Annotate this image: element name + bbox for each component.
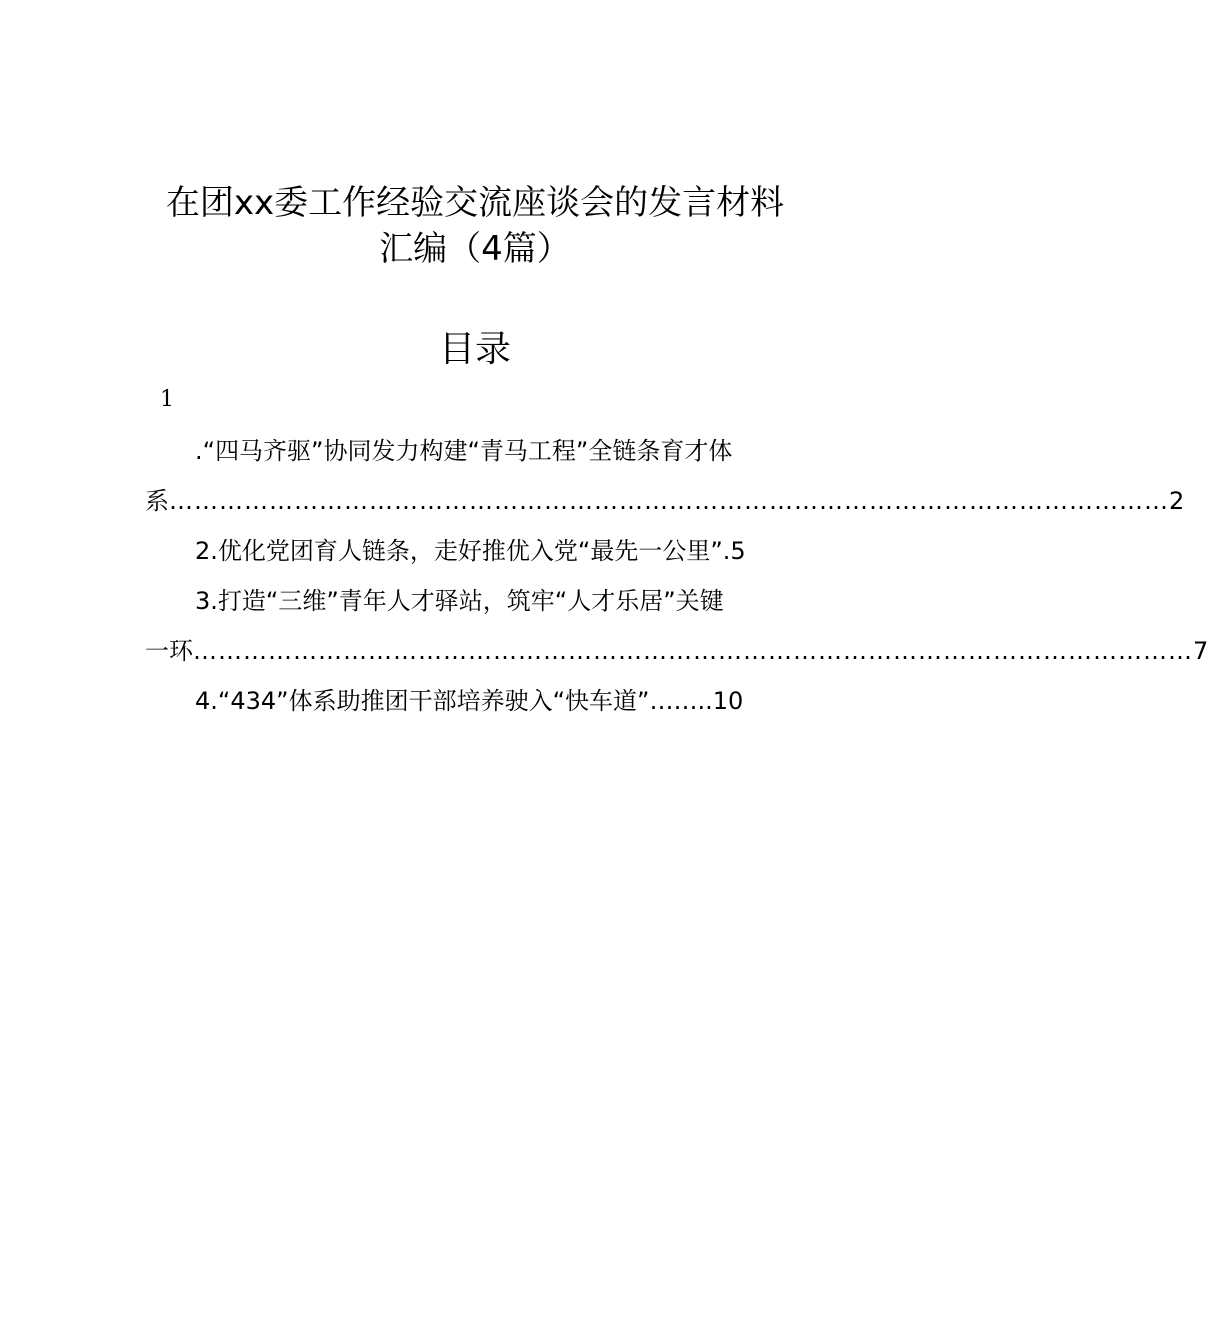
toc-entry-2-text: 2.优化党团育人链条，走好推优入党“最先一公里”.	[195, 537, 731, 565]
toc-entry-1-text: .“四马齐驱”协同发力构建“青马工程”全链条育才体	[195, 437, 733, 465]
toc-entry-2-page: 5	[730, 537, 746, 565]
toc-entry-3-text-cont: 一环	[145, 637, 193, 665]
footnote-number: 1	[160, 387, 174, 412]
toc-entry-3-text: 3.打造“三维”青年人才驿站，筑牢“人才乐居”关键	[195, 587, 724, 615]
document-title-line-2: 汇编（4篇）	[379, 229, 571, 269]
toc-leader-dots: …………………………………………………………………………………………………………	[169, 487, 1169, 515]
toc-heading: 目录	[438, 329, 511, 370]
toc-entry-4-leader: ……..	[649, 687, 713, 715]
toc-entry-1-text-cont: 系	[145, 487, 169, 515]
toc-entry-1-page: 2	[1169, 487, 1185, 515]
toc-entry-4-page: 10	[712, 687, 744, 715]
toc-entry-4[interactable]	[145, 676, 807, 726]
toc-entry-3-page: 7	[1193, 637, 1208, 665]
document-title-line-1: 在团xx委工作经验交流座谈会的发言材料	[165, 183, 785, 223]
toc-entry-2[interactable]	[145, 526, 807, 576]
toc-entry-1-line-1[interactable]	[145, 426, 807, 476]
toc-entry-3-line-2[interactable]	[145, 626, 1208, 676]
toc-entry-4-text: 4.“434”体系助推团干部培养驶入“快车道”	[195, 687, 650, 715]
toc-leader-dots: …………………………………………………………………………………………………………	[193, 637, 1193, 665]
toc-entry-3-line-1[interactable]	[145, 576, 807, 626]
toc-entry-1-line-2[interactable]	[145, 476, 1185, 526]
